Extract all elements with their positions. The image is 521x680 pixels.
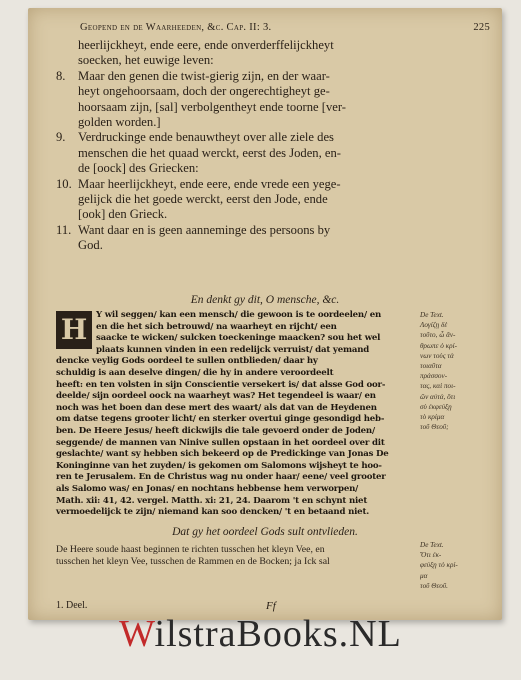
verse-text: gelijck die het goede werckt, eerst den Jode, ende: [78, 192, 328, 207]
verse-text: Maar den genen die twist-gierig zijn, en der waar-: [78, 68, 330, 83]
commentary-roman: [56, 544, 414, 569]
margin-note-greek-1: [420, 310, 492, 432]
commentary-line: als Salomo was/ en Jonas/ en nochtans hebbense hem verworpen/: [56, 483, 359, 494]
commentary-line: schuldig is aan deselve dingen/ die hy in andere veroordeelt: [56, 367, 334, 378]
verse-text: Verdruckinge ende benauwtheyt over alle ziele des: [78, 130, 334, 145]
verse-text: [ook] den Grieck.: [78, 207, 168, 222]
margin-note-line: θρωπε ὁ κρί-: [420, 341, 457, 350]
section-heading-1: En denkt gy dit, O mensche, &c.: [190, 294, 340, 306]
margin-note-line: τοιαῦτα: [420, 362, 442, 371]
commentary-line: noch was het boen dan dese mert des waart/ als dat van de Heydenen: [56, 402, 377, 413]
verse-number: [56, 161, 78, 176]
running-header: [80, 22, 490, 33]
margin-note-greek-2: [420, 540, 492, 591]
verse-line: [56, 238, 486, 253]
verse-text: hoorsaam zijn, [sal] verbolgentheyt ende toorne [ver-: [78, 99, 346, 114]
verse-number: [56, 38, 78, 53]
verse-text: God.: [78, 238, 103, 253]
verse-number: [56, 192, 78, 207]
verse-text: golden worden.]: [78, 115, 161, 130]
verse-number: [56, 146, 78, 161]
commentary-line: en die het sich betrouwd/ na waarheyt en rijcht/ een: [96, 321, 337, 332]
verse-number: [56, 115, 78, 130]
margin-note-line: τοῦτο, ὦ ἄν-: [420, 331, 456, 340]
verse-text: menschen die het quaad werckt, eerst des Joden, en-: [78, 145, 341, 160]
verse-text: de [oock] des Griecken:: [78, 161, 199, 176]
verse-text: Maar heerlijckheyt, ende eere, ende vrede een yege-: [78, 176, 341, 191]
signature-mark: Ff: [266, 600, 276, 612]
commentary-line: seggende/ de mannen van Ninive sullen opstaan in het oordeel over dit: [56, 437, 385, 448]
margin-note-line: ῶν αὐτά, ὅτι: [420, 392, 456, 401]
verse-number: [56, 84, 78, 99]
margin-note-line: Λογίζῃ δὲ: [420, 321, 448, 330]
verse-line: [56, 84, 486, 99]
margin-note-line: τας, καὶ ποι-: [420, 382, 456, 391]
margin-note-line: σὺ ἐκφεύξῃ: [420, 402, 452, 411]
verse-number: [56, 207, 78, 222]
margin-note-line: τὸ κρίμα: [420, 413, 445, 422]
commentary-line: Y wil seggen/ kan een mensch/ die gewoon is te oordeelen/ en: [96, 310, 382, 320]
verse-number: 8.: [56, 68, 66, 83]
section-heading-2: Dat gy het oordeel Gods sult ontvlieden.: [172, 526, 358, 538]
commentary-line: De Heere soude haast beginnen te richten tusschen het kleyn Vee, en: [56, 544, 325, 555]
verse-number: [56, 53, 78, 68]
verse-line: [56, 207, 486, 222]
volume-label: 1. Deel.: [56, 600, 88, 611]
commentary-line: dencke veylig Gods oordeel te sullen ontblieden/ daar hy: [56, 356, 318, 367]
commentary-line: heeft: en ten volsten in sijn Conscientie versekert is/ dat alsse God oor-: [56, 379, 386, 390]
verse-text: heerlijckheyt, ende eere, ende onverderffelijckheyt: [78, 38, 334, 52]
commentary-line: saacke te wicken/ sulcken toeckeninge maacken? sou het wel: [96, 333, 381, 344]
commentary-line: ren te Jerusalem. En de Christus wag nu onder haar/ eene/ veel grooter: [56, 472, 386, 483]
commentary-line: geslachte/ want sy hebben sich bekeerd op de Predickinge van Jonas De: [56, 449, 389, 460]
verse-number: [56, 100, 78, 115]
commentary-line: deelde/ sijn oordeel oock na waarheyt was? Het tegendeel is waar/ en: [56, 391, 376, 402]
verse-number: 10.: [56, 176, 72, 191]
margin-note-line: τοῦ Θεοῦ;: [420, 423, 449, 432]
margin-note-line: Ὅτι ἐκ-: [420, 551, 442, 560]
margin-note-line: νων τοὺς τὰ: [420, 351, 454, 360]
verse-number: [56, 238, 78, 253]
watermark-initial: W: [119, 613, 155, 655]
commentary-line: om datse tegens grooter licht/ en sterker overtui ginge gesondigd heb-: [56, 414, 385, 425]
commentary-line: Koninginne van het zuyden/ is gekomen om Salomons wijsheyt te hoo-: [56, 460, 382, 471]
verse-number: 11.: [56, 222, 72, 237]
verse-line: [56, 130, 486, 145]
commentary-gothic: [56, 310, 414, 519]
verse-line: [56, 69, 486, 84]
watermark-text: ilstraBooks.NL: [154, 613, 402, 655]
verse-line: [56, 115, 486, 130]
page-number: 225: [473, 22, 490, 33]
verse-line: [56, 100, 486, 115]
margin-note-line: τοῦ Θεοῦ.: [420, 581, 448, 590]
verse-line: [56, 53, 486, 68]
verse-block: [56, 38, 486, 254]
margin-note-line: De Text.: [420, 541, 444, 549]
commentary-line: plaats kunnen vinden in een redelijck verruist/ dat yemand: [96, 344, 370, 355]
verse-line: [56, 38, 486, 53]
watermark-logo: [0, 612, 521, 656]
verse-line: [56, 177, 486, 192]
commentary-line: ben. De Heere Jesus/ heeft dickwijls die tale gevoerd onder de Joden/: [56, 425, 375, 436]
margin-note-line: φεύξῃ τὸ κρί-: [420, 561, 458, 570]
verse-line: [56, 161, 486, 176]
running-title: Geopend en de Waarheeden, &c. Cap. II: 3.: [80, 22, 272, 33]
margin-note-line: πράσσον-: [420, 372, 448, 381]
margin-note-line: De Text.: [420, 311, 444, 319]
commentary-line: Math. xii: 41, 42. vergel. Matth. xi: 21, 24. Daarom 't en schynt niet: [56, 495, 368, 506]
verse-text: soecken, het euwige leven:: [78, 53, 214, 68]
verse-line: [56, 192, 486, 207]
verse-line: [56, 223, 486, 238]
verse-line: [56, 146, 486, 161]
commentary-line: vermoedelijck te zijn/ niemand kan soo dencken/ 't en betaand niet.: [56, 507, 370, 518]
book-page: [28, 8, 502, 620]
verse-number: 9.: [56, 130, 66, 145]
margin-note-line: μα: [420, 571, 428, 580]
decorated-initial: H: [56, 311, 92, 349]
commentary-line: tusschen het kleyn Vee, tusschen de Rammen en de Bocken; ja Ick sal: [56, 556, 330, 568]
verse-text: heyt ongehoorsaam, doch der ongerechtigheyt ge-: [78, 84, 330, 99]
verse-text: Want daar en is geen aanneminge des persoons by: [78, 222, 331, 237]
